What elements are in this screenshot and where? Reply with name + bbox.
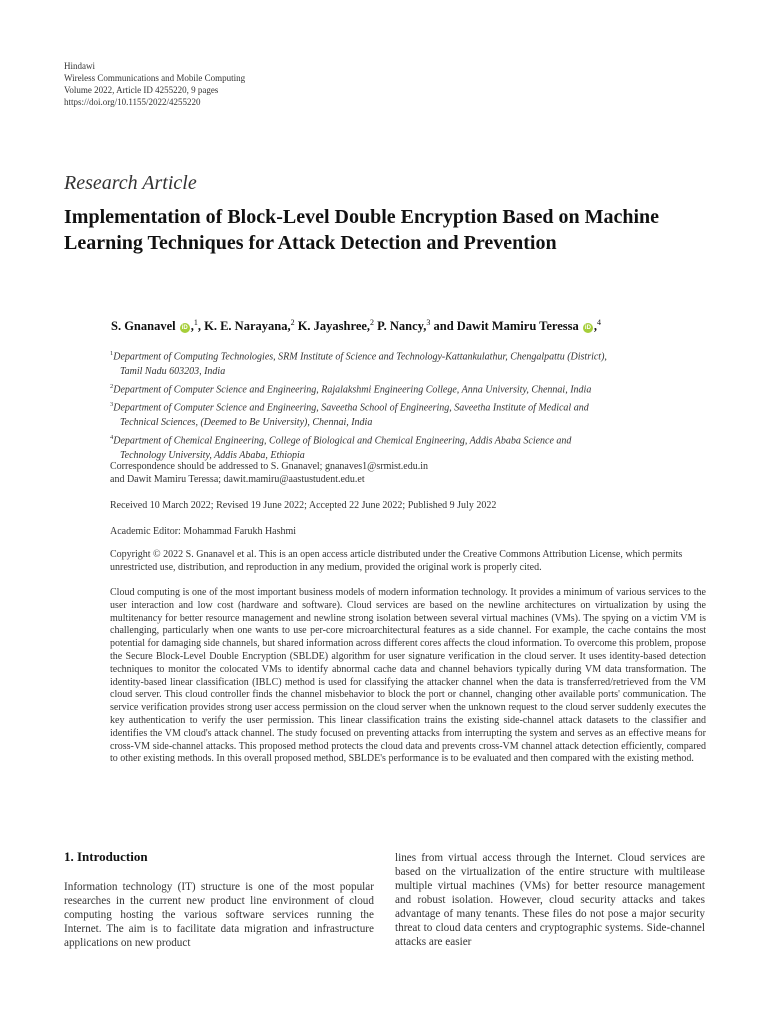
affiliations <box>110 347 710 464</box>
author-list: S. Gnanavel iD ,$^1$, K. E. Narayana,$^2$ K. Jayashree,$^2$ P. Nancy,$^3$ and Dawit Mamiru Teressa iD ,$^4$ <box>111 318 602 334</box>
paper-title: Implementation of Block-Level Double Encryption Based on Machine Learning Techniques for Attack Detection and Prevention <box>64 206 660 254</box>
affiliation-item: $^4$Department of Chemical Engineering, College of Biological and Chemical Engineering, Addis Ababa Science and Technology University, Addis Ababa, Ethiopia <box>110 433 572 462</box>
author-affiliation-marker: 2 <box>290 318 295 327</box>
journal-name: Wireless Communications and Mobile Computing <box>64 73 246 83</box>
intro-text-right-column: lines from virtual access through the Internet. Cloud services are based on the virtualization of the entire structure with multilease multiple virtual machines (VMs) for better resource management and robust isolation. However, cloud security attacks and takes advantage of many tenants. These files do not pose a major security threat to cloud data centers and cryptographic systems. Side-channel attacks are easier <box>395 852 705 948</box>
intro-text-left-column: Information technology (IT) structure is one of the most popular researches in the current new product line environment of cloud computing hosting the various software services running the Internet. The aim is to facilitate data migration and infrastructure applications on new product <box>64 881 374 949</box>
author-affiliation-marker: 1 <box>193 318 198 327</box>
author-name: S. Gnanavel <box>111 319 176 334</box>
correspondence <box>110 460 710 486</box>
author-affiliation-marker: 2 <box>370 318 375 327</box>
correspondence-line-2: and Dawit Mamiru Teressa; dawit.mamiru@aastustudent.edu.et <box>110 474 365 485</box>
author-name: Dawit Mamiru Teressa <box>456 319 579 334</box>
affiliation-item: $^2$Department of Computer Science and Engineering, Rajalakshmi Engineering College, Anna University, Chennai, India <box>110 382 592 396</box>
volume-info: Volume 2022, Article ID 4255220, 9 pages <box>64 85 219 95</box>
orcid-icon[interactable]: iD <box>584 325 591 332</box>
article-type: Research Article <box>64 172 197 194</box>
orcid-icon[interactable]: iD <box>181 325 188 332</box>
academic-editor: Academic Editor: Mohammad Farukh Hashmi <box>110 526 297 537</box>
affiliation-item: $^1$Department of Computing Technologies, SRM Institute of Science and Technology-Kattankulathur, Chengalpattu (District), Tamil Nadu 603203, India <box>110 350 607 378</box>
journal-meta <box>64 60 245 108</box>
affiliation-item: $^3$Department of Computer Science and Engineering, Saveetha School of Engineering, Saveetha Institute of Medical and Technical Sciences, (Deemed to Be University), Chennai, India <box>110 401 589 429</box>
publication-dates: Received 10 March 2022; Revised 19 June 2022; Accepted 22 June 2022; Published 9 July 2022 <box>110 500 497 511</box>
author-name: P. Nancy, <box>377 319 427 334</box>
author-name: K. E. Narayana, <box>204 319 291 334</box>
author-affiliation-marker: 3 <box>426 318 431 327</box>
copyright-notice: Copyright © 2022 S. Gnanavel et al. This is an open access article distributed under the Creative Commons Attribution License, which permits unrestricted use, distribution, and reproduction in any medium, provided the original work is properly cited. <box>110 549 683 573</box>
section-heading-introduction: 1. Introduction <box>64 849 148 864</box>
author-affiliation-marker: 4 <box>597 318 602 327</box>
publisher-name: Hindawi <box>64 61 95 71</box>
doi-link[interactable]: https://doi.org/10.1155/2022/4255220 <box>64 97 201 107</box>
abstract: Cloud computing is one of the most important business models of modern information technology. It provides a minimum of various services to the user interaction and low cost (hardware and software). Cloud services are based on the newline architectures on virtualization by using the multitenancy for better resource management and newline strong isolation between several virtual machines (VMs). The spying on a victim VM is challenging, particularly when one wants to use per-core microarchitectural features as a side channel. For example, the cache contains the most potential for damaging side channels, but shared information across different cores affects the cloud information. To overcome this problem, propose the Secure Block-Level Double Encryption (SBLDE) algorithm for user signature verification in the cloud server. It uses identity-based detection techniques to monitor the colocated VMs to identify abnormal cache data and channel behaviors typically during VM data transformation. The identity-based linear classification (IBLC) method is used for classifying the attacker channel when the data is transferred/retrieved from the VM cloud server. This cloud controller finds the channel misbehavior to block the port or channel, changing other available ports' communication. The service verification provides strong user access permission on the cloud server when the unknown request to the cloud server suddenly executes the key authentication to verify the user permission. This linear classification trains the existing side-channel attack datasets to the classifier and identifies the VM cloud's attack channel. The study focused on preventing attacks from interrupting the system and serves as an effective means for cross-VM side-channel attacks. This proposed method protects the cloud data and prevents cross-VM channel attack detection efficiently, compared to other existing methods. In this overall proposed method, SBLDE's performance is to be evaluated and then compared with the existing method. <box>110 587 706 765</box>
correspondence-line-1: Correspondence should be addressed to S. Gnanavel; gnanaves1@srmist.edu.in <box>110 461 429 472</box>
author-name: K. Jayashree, <box>297 319 371 334</box>
